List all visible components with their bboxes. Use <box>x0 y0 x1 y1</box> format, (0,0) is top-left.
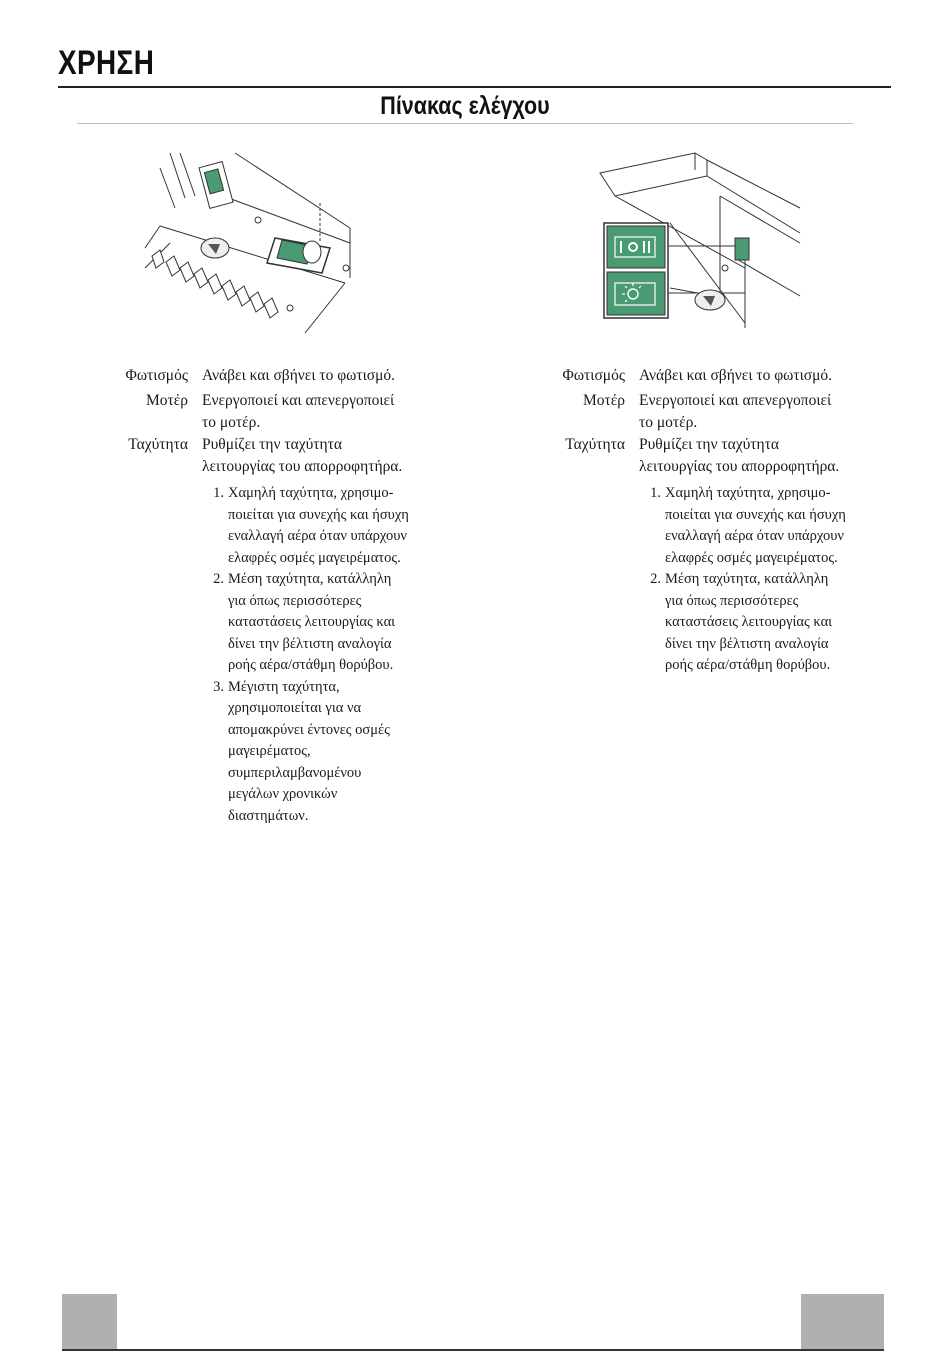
label-lighting: Φωτισμός <box>562 367 625 384</box>
label-speed: Ταχύτητα <box>128 436 188 453</box>
section-divider <box>77 123 853 124</box>
row-speed <box>108 434 468 478</box>
footer-right-tab <box>801 1294 884 1350</box>
label-speed: Ταχύτητα <box>565 436 625 453</box>
text-motor: Ενεργοποιεί και απενεργοποιεί το μοτέρ. <box>202 392 395 431</box>
hood-knob <box>201 238 229 258</box>
row-speed <box>545 434 905 478</box>
list-item: 2. Μέση ταχύτητα, κατάλληλη για όπως περισσότερες καταστάσεις λειτουργίας και δίνει την βέλτιστη αναλογία ροής αέρα/στάθμη θορύβου. <box>213 571 396 673</box>
row-lighting <box>545 365 905 387</box>
small-rocker-switch <box>199 162 233 209</box>
speed-list <box>202 483 462 827</box>
footer-rule <box>62 1349 884 1351</box>
motor-rocker-switch <box>267 238 330 273</box>
motor-speed-switch-icon <box>607 226 665 268</box>
label-motor: Μοτέρ <box>145 392 188 409</box>
label-motor: Μοτέρ <box>582 392 625 409</box>
light-bulb-icon <box>607 272 665 315</box>
hood-knob <box>695 290 725 310</box>
text-motor: Ενεργοποιεί και απενεργοποιεί το μοτέρ. <box>639 392 832 431</box>
text-lighting: Ανάβει και σβήνει το φωτισμό. <box>202 367 396 384</box>
right-description <box>545 365 905 695</box>
title-divider <box>58 86 891 88</box>
label-lighting: Φωτισμός <box>125 367 188 384</box>
list-item: 3. Μέγιστη ταχύτητα, χρησιμοποιείται για να απομακρύνει έντονες οσμές μαγειρέματος, συμπεριλαμβανομένου μεγάλων χρονικών διαστημάτων. <box>213 678 390 824</box>
list-item: 1. Χαμηλή ταχύτητα, χρησιμο- ποιείται για συνεχής και ήσυχη εναλλαγή αέρα όταν υπάρχουν ελαφρές οσμές μαγειρέματος. <box>213 485 409 566</box>
text-speed: Ρυθμίζει την ταχύτητα λειτουργίας του απορροφητήρα. <box>639 436 840 475</box>
row-motor <box>108 390 468 434</box>
section-title: Πίνακας ελέγχου <box>380 92 550 120</box>
text-lighting: Ανάβει και σβήνει το φωτισμό. <box>639 367 833 384</box>
hood-control-illustration-left <box>140 148 365 338</box>
hood-control-illustration-right <box>595 148 805 333</box>
page-title: ΧΡΗΣΗ <box>58 44 155 82</box>
row-motor <box>545 390 905 434</box>
list-item: 1. Χαμηλή ταχύτητα, χρησιμο- ποιείται για συνεχής και ήσυχη εναλλαγή αέρα όταν υπάρχουν ελαφρές οσμές μαγειρέματος. <box>650 485 846 566</box>
left-description <box>108 365 468 835</box>
footer-left-tab <box>62 1294 117 1350</box>
list-item: 2. Μέση ταχύτητα, κατάλληλη για όπως περισσότερες καταστάσεις λειτουργίας και δίνει την βέλτιστη αναλογία ροής αέρα/στάθμη θορύβου. <box>650 571 833 673</box>
text-speed: Ρυθμίζει την ταχύτητα λειτουργίας του απορροφητήρα. <box>202 436 403 475</box>
speed-list <box>639 483 899 677</box>
row-lighting <box>108 365 468 387</box>
